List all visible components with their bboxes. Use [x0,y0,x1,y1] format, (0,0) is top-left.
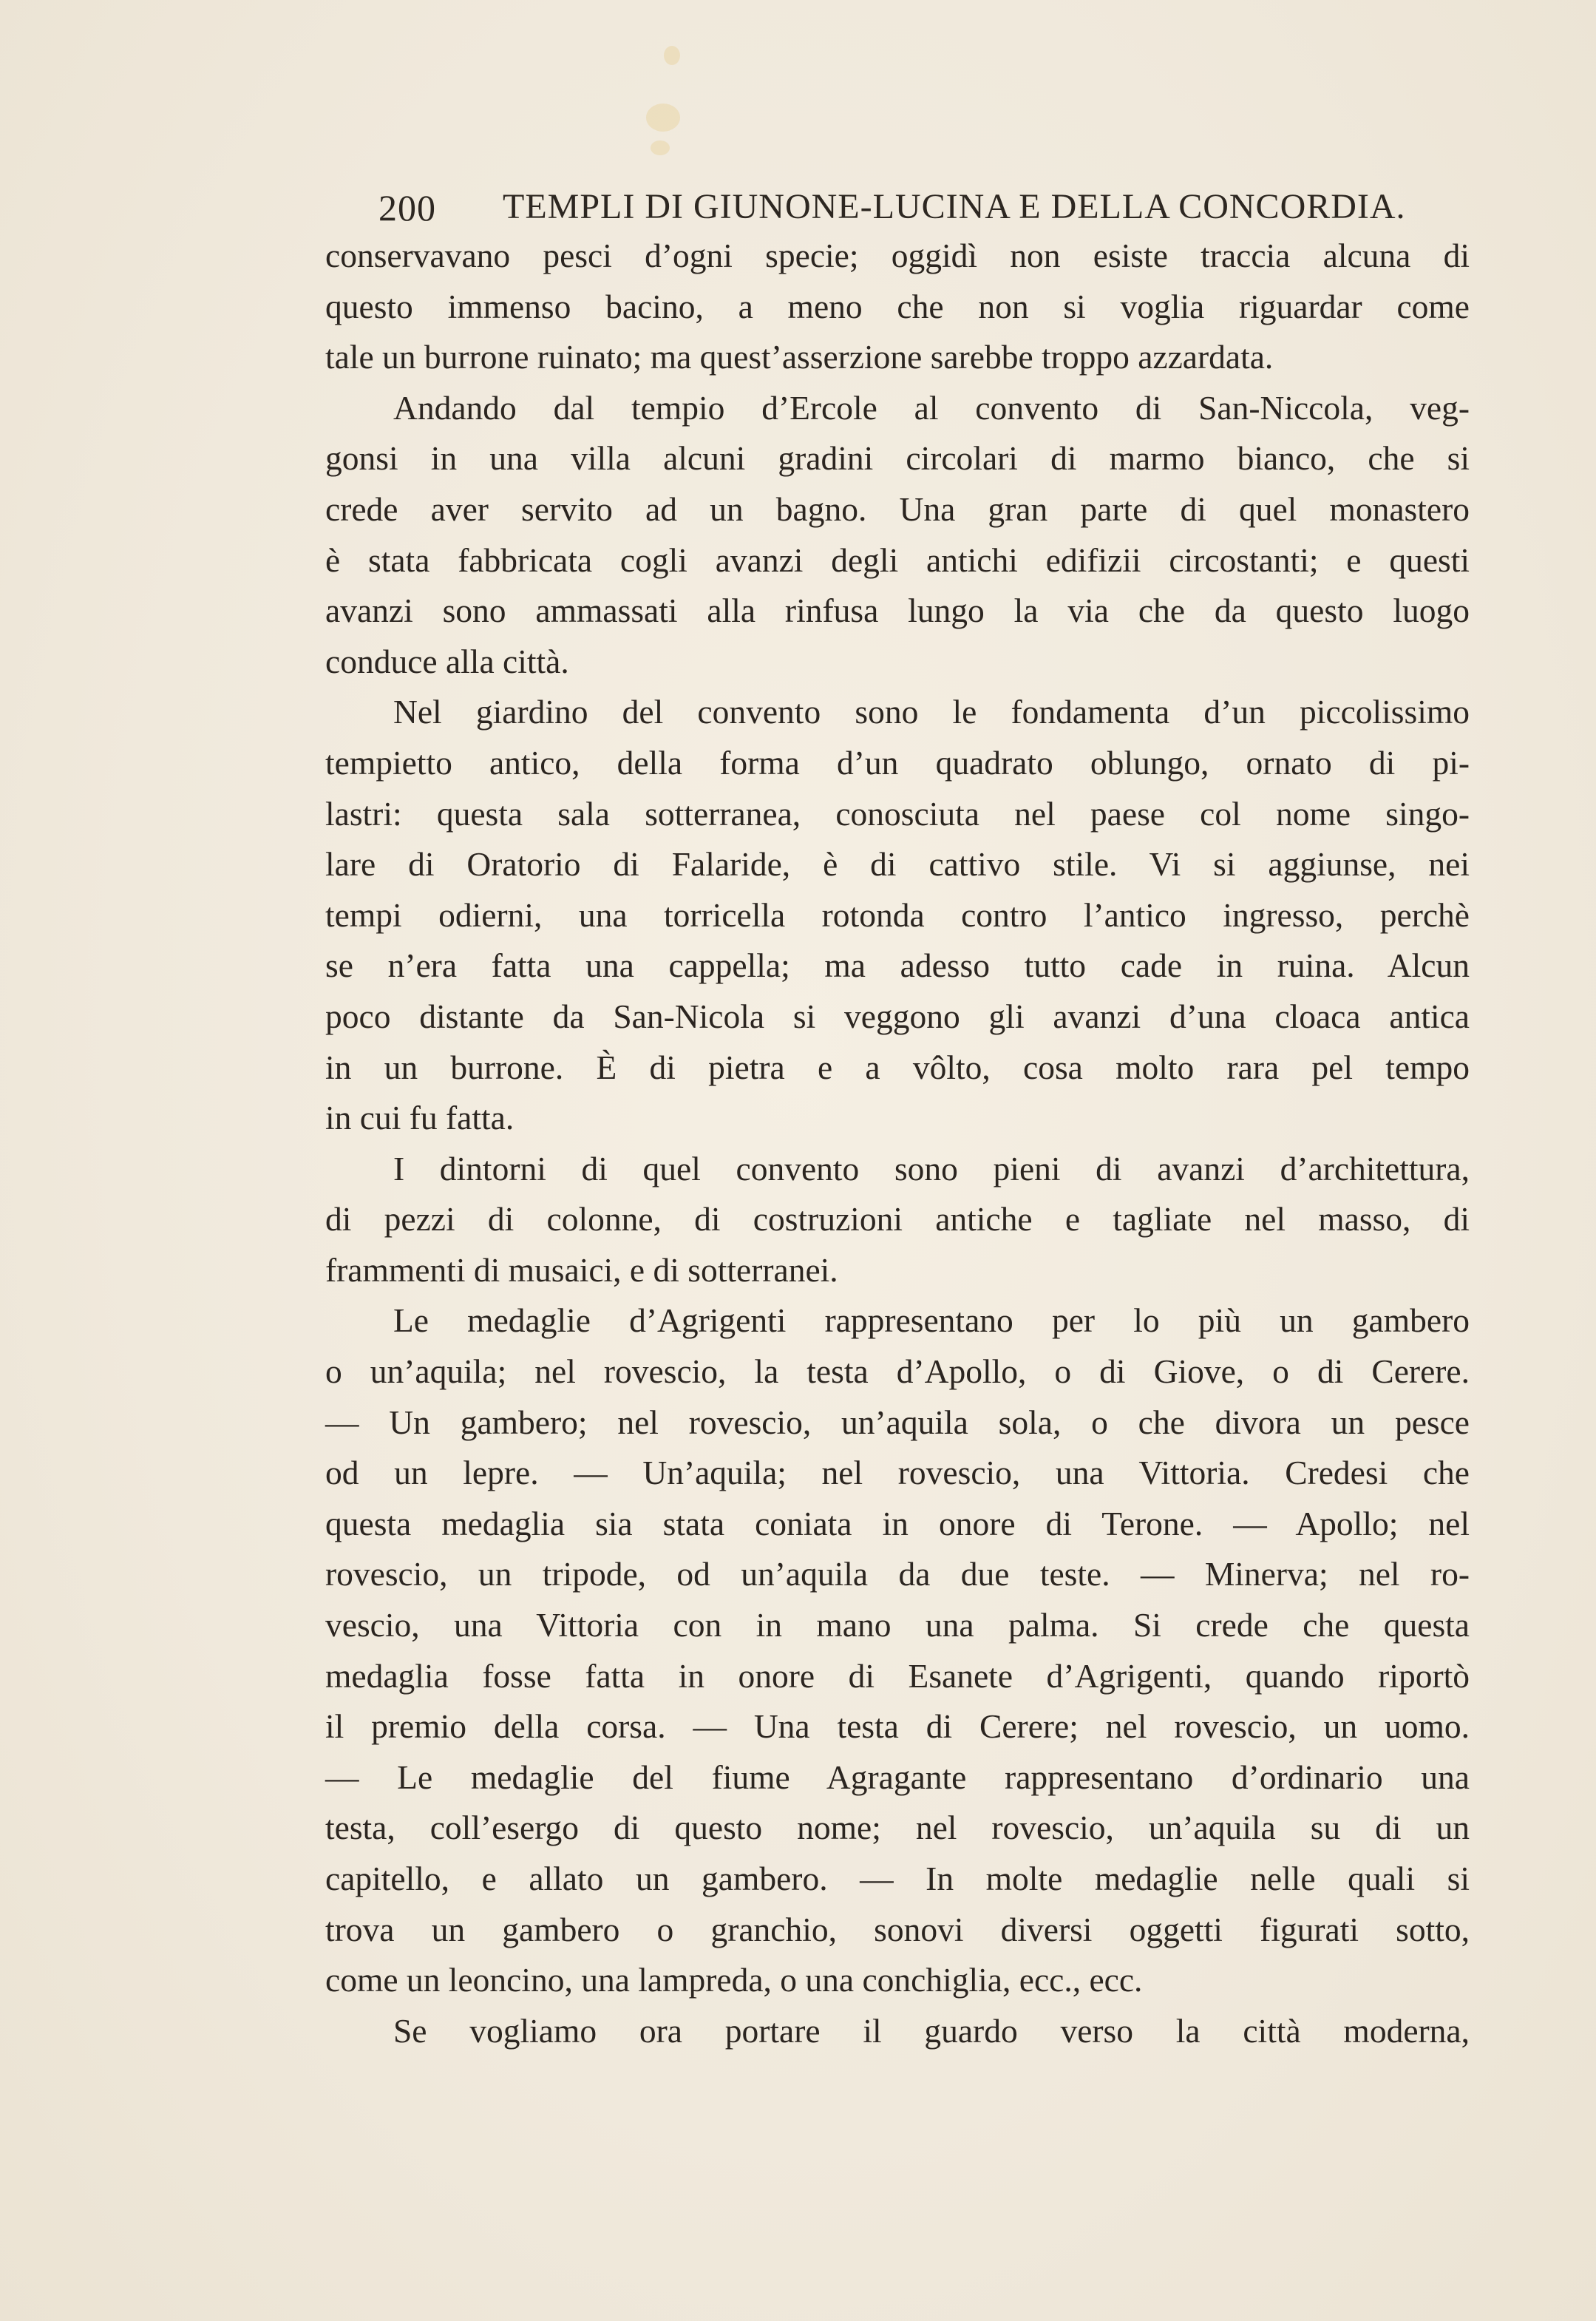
text-line: lastri: questa sala sotterranea, conosciuta nel paese col nome singo- [325,794,1470,833]
text-line: — Un gambero; nel rovescio, un’aquila sola, o che divora un pesce [325,1403,1470,1441]
text-line: medaglia fosse fatta in onore di Esanete d’Agrigenti, quando riportò [325,1656,1470,1695]
body-text [325,231,1470,2056]
text-line: Se vogliamo ora portare il guardo verso la città moderna, [393,2011,1470,2050]
text-line: il premio della corsa. — Una testa di Cerere; nel rovescio, un uomo. [325,1707,1470,1746]
text-line: Nel giardino del convento sono le fondamenta d’un piccolissimo [393,693,1470,731]
text-line: di pezzi di colonne, di costruzioni antiche e tagliate nel masso, di [325,1200,1470,1239]
text-line: crede aver servito ad un bagno. Una gran parte di quel monastero [325,489,1470,528]
paper-stain [651,140,670,155]
page-number: 200 [378,187,436,228]
text-line: se n’era fatta una cappella; ma adesso tutto cade in ruina. Alcun [325,946,1470,985]
running-title: TEMPLI DI GIUNONE-LUCINA E DELLA CONCORDIA. [503,187,1406,226]
text-line: lare di Oratorio di Falaride, è di cattivo stile. Vi si aggiunse, nei [325,845,1470,884]
text-line: poco distante da San-Nicola si veggono gli avanzi d’una cloaca antica [325,997,1470,1035]
text-line: in cui fu fatta. [325,1099,515,1137]
text-line: tempi odierni, una torricella rotonda contro l’antico ingresso, perchè [325,895,1470,934]
text-line: I dintorni di quel convento sono pieni di avanzi d’architettura, [393,1149,1470,1187]
text-line: come un leoncino, una lampreda, o una conchiglia, ecc., ecc. [325,1961,1143,1999]
paper-stain [646,104,680,132]
text-line: avanzi sono ammassati alla rinfusa lungo la via che da questo luogo [325,592,1470,630]
text-line: vescio, una Vittoria con in mano una palma. Si crede che questa [325,1606,1470,1644]
text-line: testa, coll’esergo di questo nome; nel rovescio, un’aquila su di un [325,1809,1470,1847]
text-line: è stata fabbricata cogli avanzi degli antichi edifizii circostanti; e questi [325,541,1470,579]
text-line: Le medaglie d’Agrigenti rappresentano per lo più un gambero [393,1301,1470,1340]
text-line: tempietto antico, della forma d’un quadrato oblungo, ornato di pi- [325,743,1470,782]
text-line: trova un gambero o granchio, sonovi diversi oggetti figurati sotto, [325,1910,1470,1948]
text-line: conservavano pesci d’ogni specie; oggidì non esiste traccia alcuna di [325,237,1470,274]
text-line: in un burrone. È di pietra e a vôlto, cosa molto rara pel tempo [325,1048,1470,1086]
text-line: Andando dal tempio d’Ercole al convento di San-Niccola, veg- [393,388,1470,427]
text-line: o un’aquila; nel rovescio, la testa d’Apollo, o di Giove, o di Cerere. [325,1352,1470,1391]
text-line: conduce alla città. [325,642,569,680]
text-line: questo immenso bacino, a meno che non si voglia riguardar come [325,287,1470,325]
text-line: tale un burrone ruinato; ma quest’asserzione sarebbe troppo azzardata. [325,338,1274,376]
paper-stain [664,46,680,65]
page-header [378,177,1406,237]
text-line: frammenti di musaici, e di sotterranei. [325,1250,838,1289]
text-line: od un lepre. — Un’aquila; nel rovescio, una Vittoria. Credesi che [325,1454,1470,1492]
text-line: gonsi in una villa alcuni gradini circolari di marmo bianco, che si [325,439,1470,478]
text-line: — Le medaglie del fiume Agragante rappresentano d’ordinario una [325,1758,1470,1796]
text-line: rovescio, un tripode, od un’aquila da due teste. — Minerva; nel ro- [325,1555,1470,1593]
text-line: questa medaglia sia stata coniata in onore di Terone. — Apollo; nel [325,1504,1470,1542]
text-line: capitello, e allato un gambero. — In molte medaglie nelle quali si [325,1860,1470,1897]
